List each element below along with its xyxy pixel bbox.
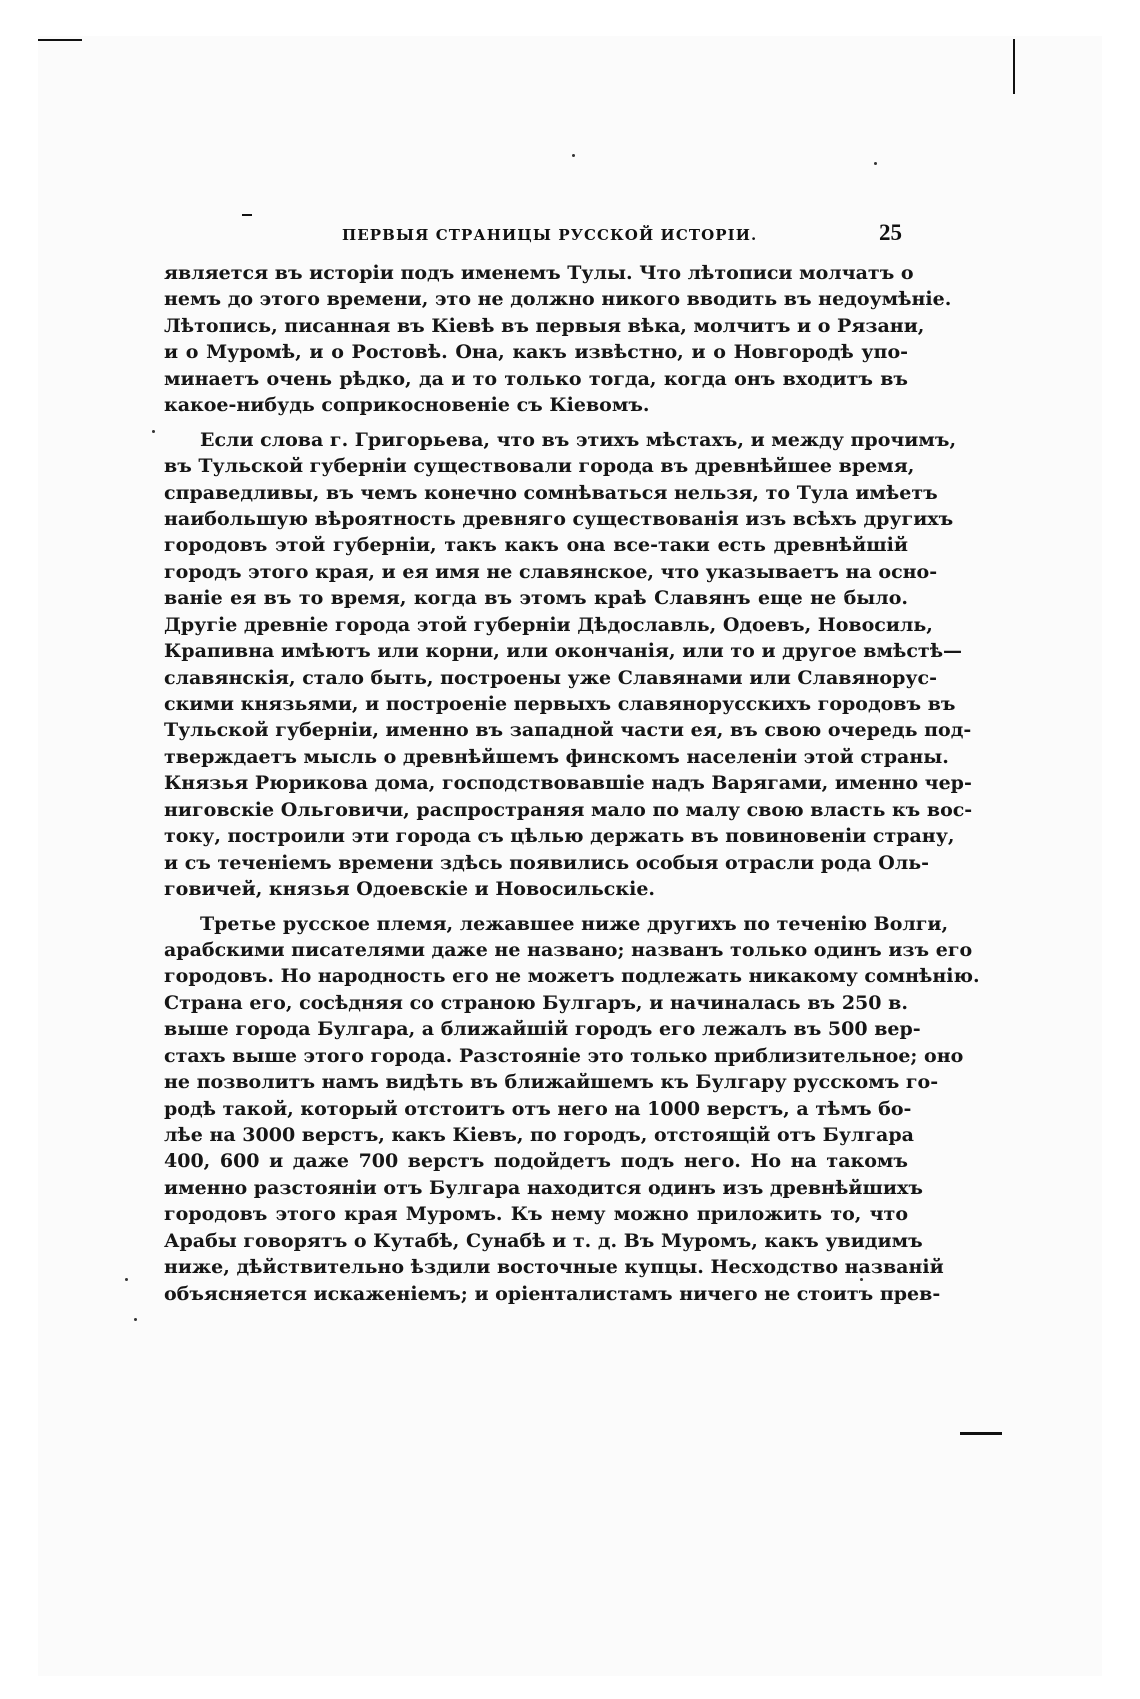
text-line: току, построили эти города съ цѣлью держать въ повиновеніи страну,: [164, 825, 955, 848]
top-left-scan-mark: [38, 39, 82, 41]
text-line: Страна его, сосѣдняя со страною Булгаръ, и начиналась въ 250 в.: [164, 991, 908, 1014]
paragraph: [164, 260, 952, 419]
text-line: Арабы говорятъ о Кутабѣ, Сунабѣ и т. д. Въ Муромъ, какъ увидимъ: [164, 1229, 923, 1252]
text-line: Князья Рюрикова дома, господствовавшіе надъ Варягами, именно чер-: [164, 772, 972, 795]
text-line: въ Тульской губерніи существовали города въ древнѣйшее время,: [164, 455, 915, 478]
text-line: какое-нибудь соприкосновеніе съ Кіевомъ.: [164, 394, 650, 417]
text-line: лѣе на 3000 верстъ, какъ Кіевъ, по городъ, отстоящій отъ Булгара: [164, 1124, 914, 1146]
paragraph-gap: [164, 903, 908, 911]
text-line: родѣ такой, который отстоитъ отъ него на 1000 верстъ, а тѣмъ бо-: [164, 1097, 912, 1120]
text-line: стахъ выше этого города. Разстояніе это только приблизительное; оно: [164, 1044, 964, 1067]
right-lower-scan-mark: [960, 1432, 1002, 1435]
text-line: ниже, дѣйствительно ѣздили восточные купцы. Несходство названій: [164, 1256, 944, 1279]
text-line: ниговскіе Ольговичи, распространяя мало по малу свою власть къ вос-: [164, 798, 973, 821]
text-line: объясняется искаженіемъ; и оріенталистамъ ничего не стоитъ прев-: [164, 1282, 941, 1305]
text-line: тверждаетъ мысль о древнѣйшемъ финскомъ населеніи этой страны.: [164, 745, 949, 768]
header-dash: [242, 214, 252, 216]
scan-speck: [152, 430, 155, 433]
paragraph: [164, 427, 973, 903]
text-line: Лѣтопись, писанная въ Кіевѣ въ первыя вѣка, молчитъ и о Рязани,: [164, 314, 925, 337]
body-text: [164, 260, 980, 1307]
page-title: ПЕРВЫЯ СТРАНИЦЫ РУССКОЙ ИСТОРІИ.: [342, 226, 758, 244]
text-line: Другіе древніе города этой губерніи Дѣдославль, Одоевъ, Новосиль,: [164, 613, 933, 636]
text-line: наибольшую вѣроятность древняго существованія изъ всѣхъ другихъ: [164, 507, 954, 530]
text-line: 400, 600 и даже 700 верстъ подойдетъ подъ него. Но на такомъ: [164, 1150, 908, 1173]
text-line: арабскими писателями даже не названо; названъ только одинъ изъ его: [164, 938, 973, 961]
text-line: говичей, князья Одоевскіе и Новосильскіе.: [164, 878, 656, 901]
text-line: немъ до этого времени, это не должно никого вводить въ недоумѣніе.: [164, 288, 952, 311]
scan-speck: [874, 162, 877, 165]
text-line: скими князьями, и построеніе первыхъ славянорусскихъ городовъ въ: [164, 693, 956, 715]
scan-speck: [125, 1278, 128, 1281]
text-line: Крапивна имѣютъ или корни, или окончанія, или то и другое вмѣстѣ—: [164, 640, 963, 663]
text-line: славянскія, стало быть, построены уже Славянами или Славянорус-: [164, 666, 937, 689]
text-line: городъ этого края, и ея имя не славянское, что указываетъ на осно-: [164, 560, 938, 583]
text-line: Тульской губерніи, именно въ западной части ея, въ свою очередь под-: [164, 719, 972, 742]
scan-speck: [572, 154, 575, 157]
text-line: именно разстояніи отъ Булгара находится одинъ изъ древнѣйшихъ: [164, 1176, 923, 1199]
text-line: является въ исторіи подъ именемъ Тулы. Что лѣтописи молчатъ о: [164, 262, 914, 284]
text-line: ваніе ея въ то время, когда въ этомъ краѣ Славянъ еще не было.: [164, 587, 908, 610]
scan-speck: [134, 1318, 137, 1321]
right-edge-scan-mark: [1013, 39, 1015, 94]
text-line: минаетъ очень рѣдко, да и то только тогда, когда онъ входитъ въ: [164, 367, 908, 390]
text-line: городовъ этой губерніи, такъ какъ она все-таки есть древнѣйшій: [164, 534, 908, 557]
text-line: не позволитъ намъ видѣть въ ближайшемъ къ Булгару русскомъ го-: [164, 1071, 939, 1094]
paragraph-gap: [164, 419, 908, 427]
text-line: и съ теченіемъ времени здѣсь появились особыя отрасли рода Оль-: [164, 851, 929, 874]
running-header: [312, 218, 902, 258]
text-line: выше города Булгара, а ближайшій городъ его лежалъ въ 500 вер-: [164, 1018, 921, 1041]
text-line: и о Муромѣ, и о Ростовѣ. Она, какъ извѣстно, и о Новгородѣ упо-: [164, 341, 908, 364]
text-line: Если слова г. Григорьева, что въ этихъ мѣстахъ, и между прочимъ,: [200, 428, 957, 451]
text-line: городовъ. Но народность его не можетъ подлежать никакому сомнѣнію.: [164, 965, 980, 988]
text-line: городовъ этого края Муромъ. Къ нему можно приложить то, что: [164, 1203, 908, 1226]
text-line: справедливы, въ чемъ конечно сомнѣваться нельзя, то Тула имѣетъ: [164, 481, 938, 504]
text-line: Третье русское племя, лежавшее ниже другихъ по теченію Волги,: [200, 912, 949, 935]
paragraph: [164, 911, 980, 1308]
page-number: 25: [879, 220, 902, 245]
